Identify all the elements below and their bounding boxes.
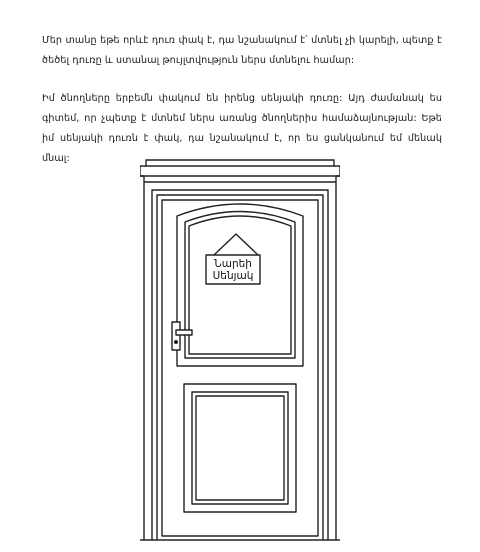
lower-panel — [184, 384, 296, 512]
door-sign-line1: Նարեի — [214, 258, 252, 270]
paragraph-parents-room: Իմ ծնողները երբեմն փակում են իրենց սենյակի դուռը: Այդ ժամանակ ես գիտեմ, որ չպետք է մտնեմ ներս առանց ծնողներիս համաձայնության: Եթե իմ սենյակի դուռն է փակ, դա նշանակում է, որ ես ցանկանում եմ մենակ մնալ: — [42, 93, 442, 164]
door-sign-line2: Սենյակ — [212, 270, 254, 282]
door-frame — [140, 160, 340, 540]
paragraph-rules: Մեր տանը եթե որևէ դուռ փակ է, դա նշանակում է՝ մտնել չի կարելի, պետք է ծեծել դուռը և ստանալ թույլտվություն ներս մտնելու համար: — [42, 35, 442, 66]
door-illustration — [140, 152, 340, 542]
upper-panel — [177, 204, 303, 366]
